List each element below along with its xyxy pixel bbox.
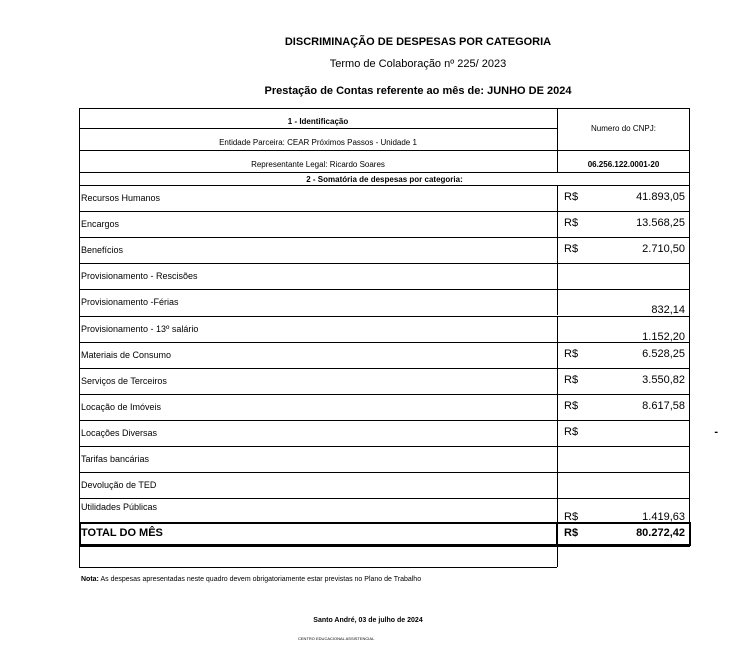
column-divider: [557, 446, 558, 472]
expense-value: 6.528,25: [642, 348, 685, 360]
expense-label: Serviços de Terceiros: [81, 376, 167, 386]
legal-representative: Representante Legal: Ricardo Soares: [251, 160, 385, 169]
divider: [79, 128, 557, 129]
footnote-prefix: Nota:: [81, 576, 99, 583]
row-divider: [79, 237, 690, 238]
expense-label: Provisionamento - 13º salário: [81, 324, 199, 334]
cnpj-value: 06.256.122.0001-20: [587, 160, 660, 169]
expense-label: Locação de Imóveis: [81, 402, 162, 412]
total-label: TOTAL DO MÊS: [81, 527, 163, 539]
expense-currency: R$: [564, 217, 579, 229]
footnote: [81, 576, 421, 583]
column-divider: [557, 394, 558, 420]
expense-currency: R$: [564, 374, 579, 386]
column-divider: [557, 498, 558, 524]
expense-label: Tarifas bancárias: [81, 454, 150, 464]
expense-currency: R$: [564, 400, 579, 412]
expense-value: 41.893,05: [636, 191, 685, 203]
total-currency: R$: [564, 527, 579, 539]
total-divider: [79, 522, 690, 524]
divider: [79, 545, 80, 567]
divider: [79, 150, 690, 151]
entity-name: Entidade Parceira: CEAR Próximos Passos - Unidade 1: [219, 138, 417, 147]
expense-value: 832,14: [651, 304, 685, 316]
row-divider: [79, 420, 690, 421]
row-divider: [79, 472, 690, 473]
divider: [79, 172, 690, 173]
expense-label: Encargos: [81, 219, 120, 229]
divider: [556, 522, 558, 546]
expense-label: Locações Diversas: [81, 428, 158, 438]
column-divider: [557, 316, 558, 342]
column-divider: [557, 185, 558, 211]
divider: [557, 545, 558, 567]
expense-label: Devolução de TED: [81, 480, 157, 490]
row-divider: [79, 446, 690, 447]
expense-label: Utilidades Públicas: [81, 502, 158, 512]
expense-label: Provisionamento - Rescisões: [81, 271, 198, 281]
report-period: Prestação de Contas referente ao mês de: JUNHO DE 2024: [264, 85, 572, 97]
column-divider: [557, 263, 558, 289]
row-divider: [79, 498, 690, 499]
expense-value: 2.710,50: [642, 243, 685, 255]
expense-value: 3.550,82: [642, 374, 685, 386]
expense-currency: R$: [564, 243, 579, 255]
row-divider: [79, 211, 690, 212]
expense-value: 1.419,63: [642, 511, 685, 523]
signature-line: CENTRO EDUCACIONAL ASSISTENCIAL: [298, 636, 375, 641]
expense-label: Recursos Humanos: [81, 193, 161, 203]
divider: [689, 522, 691, 546]
divider: [79, 185, 690, 186]
column-divider: [557, 472, 558, 498]
column-divider: [557, 368, 558, 394]
row-divider: [79, 316, 690, 317]
row-divider: [79, 263, 690, 264]
expense-value: -: [714, 426, 718, 438]
expense-label: Materiais de Consumo: [81, 350, 172, 360]
place-date: Santo André, 03 de julho de 2024: [313, 617, 423, 624]
identification-heading: 1 - Identificação: [287, 117, 349, 126]
expense-currency: R$: [564, 348, 579, 360]
column-divider: [557, 342, 558, 368]
expense-currency: R$: [564, 511, 579, 523]
divider: [79, 567, 557, 568]
expense-currency: R$: [564, 191, 579, 203]
column-divider: [557, 237, 558, 263]
row-divider: [79, 289, 690, 290]
expense-label: Benefícios: [81, 245, 124, 255]
row-divider: [79, 394, 690, 395]
footnote-text: As despesas apresentadas neste quadro devem obrigatoriamente estar previstas no Plano de Trabalho: [98, 576, 422, 583]
column-divider: [557, 420, 558, 446]
row-divider: [79, 342, 690, 343]
cnpj-label: Numero do CNPJ:: [591, 124, 656, 133]
term-number: Termo de Colaboração nº 225/ 2023: [329, 58, 507, 70]
total-divider: [79, 545, 690, 547]
row-divider: [79, 368, 690, 369]
total-value: 80.272,42: [636, 527, 685, 539]
expenses-heading: 2 - Somatória de despesas por categoria:: [306, 175, 463, 184]
expense-label: Provisionamento -Férias: [81, 297, 179, 307]
column-divider: [557, 211, 558, 237]
expense-value: 13.568,25: [636, 217, 685, 229]
document-title: DISCRIMINAÇÃO DE DESPESAS POR CATEGORIA: [284, 36, 552, 48]
expense-value: 1.152,20: [642, 331, 685, 343]
expense-value: 8.617,58: [642, 400, 685, 412]
column-divider: [557, 289, 558, 315]
expense-currency: R$: [564, 426, 579, 438]
